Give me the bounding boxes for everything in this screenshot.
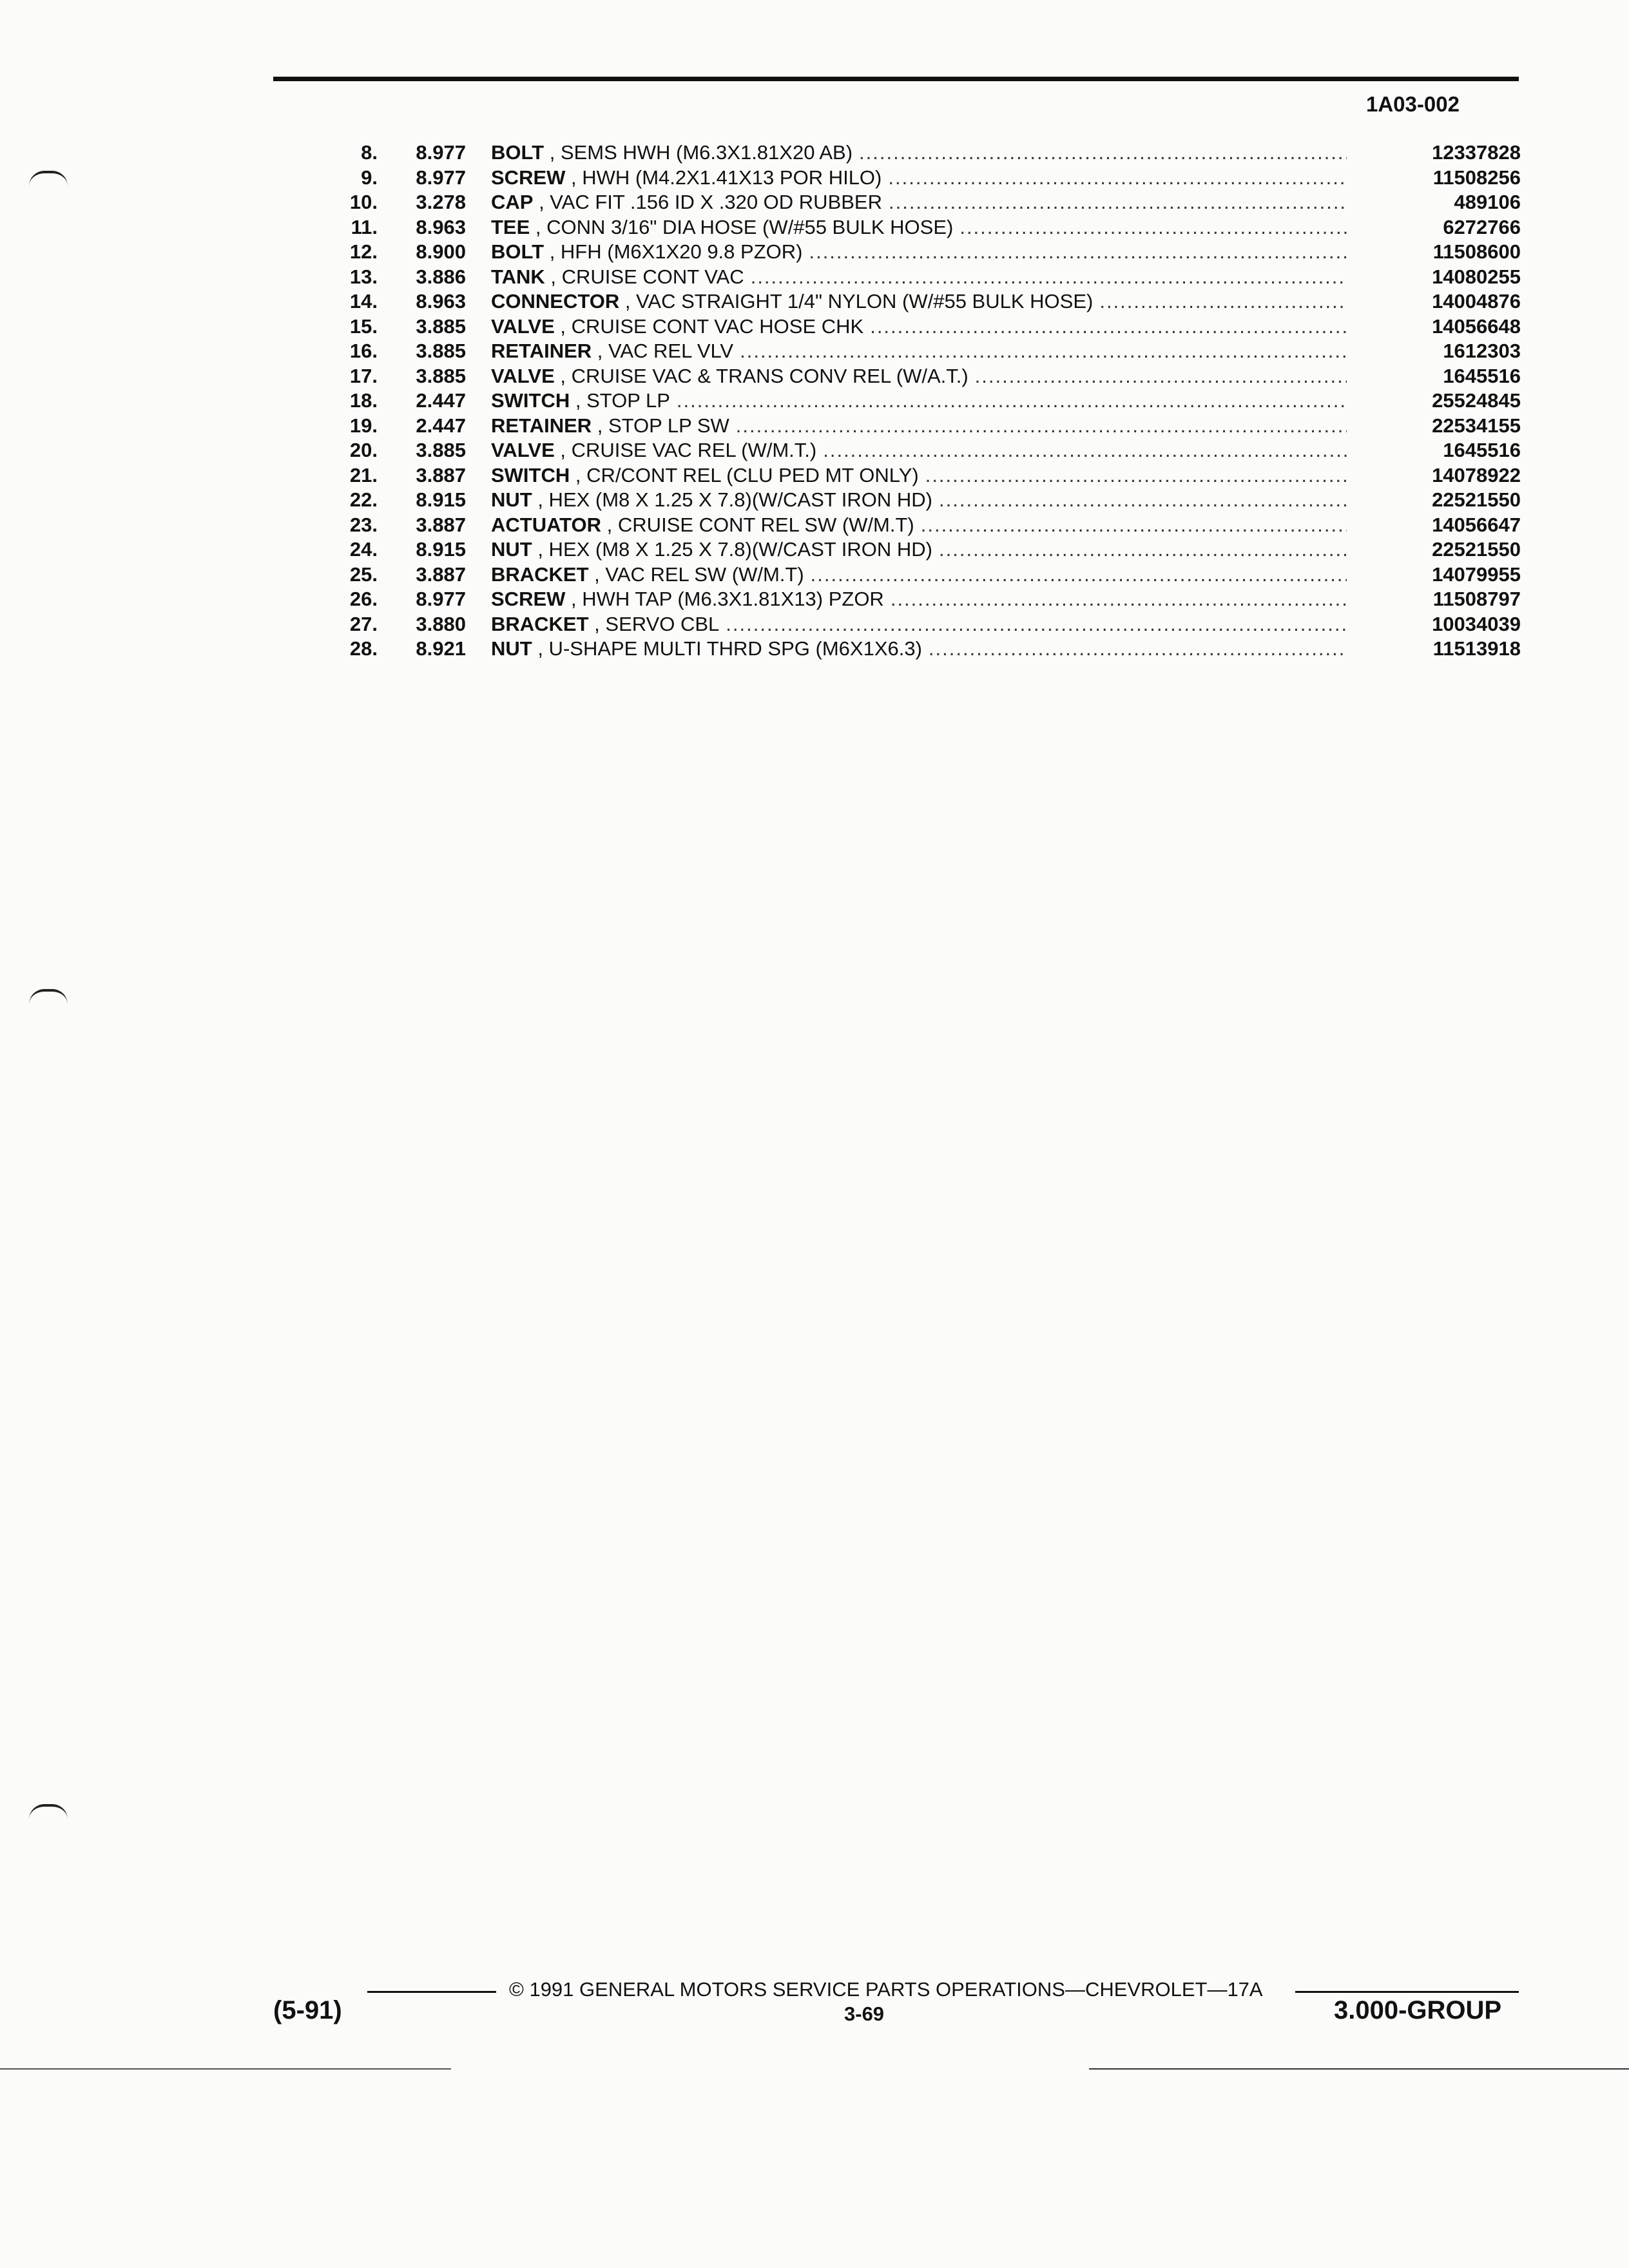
part-detail: , CR/CONT REL (CLU PED MT ONLY) bbox=[570, 463, 919, 486]
dot-leader bbox=[922, 637, 1347, 662]
part-number: 14056647 bbox=[1432, 513, 1521, 536]
dot-leader bbox=[719, 612, 1347, 637]
part-detail: , HFH (M6X1X20 9.8 PZOR) bbox=[544, 240, 803, 263]
part-description bbox=[491, 265, 1347, 290]
group-number: 8.915 bbox=[416, 488, 466, 511]
part-number: 22534155 bbox=[1432, 414, 1521, 437]
part-number: 1645516 bbox=[1443, 364, 1521, 387]
footer-rule-left bbox=[367, 1991, 496, 1993]
group-number: 2.447 bbox=[416, 389, 466, 412]
part-name: SWITCH bbox=[491, 463, 570, 486]
part-name: SWITCH bbox=[491, 389, 570, 412]
binder-hole-mark bbox=[29, 989, 68, 1004]
group-number: 8.900 bbox=[416, 240, 466, 263]
item-number: 10. bbox=[349, 191, 378, 213]
part-name: VALVE bbox=[491, 439, 555, 461]
table-row bbox=[290, 414, 1521, 439]
dot-leader bbox=[969, 364, 1347, 389]
table-row bbox=[290, 537, 1521, 562]
group-number: 3.887 bbox=[416, 562, 466, 586]
item-number: 21. bbox=[349, 463, 378, 486]
group-number: 8.921 bbox=[416, 637, 466, 660]
part-detail: , CRUISE CONT REL SW (W/M.T) bbox=[601, 513, 914, 536]
item-number: 13. bbox=[349, 265, 378, 288]
part-description bbox=[491, 637, 1347, 662]
part-detail: , HWH TAP (M6.3X1.81X13) PZOR bbox=[565, 588, 884, 610]
dot-leader bbox=[733, 339, 1347, 364]
dot-leader bbox=[863, 314, 1347, 340]
dot-leader bbox=[884, 587, 1347, 612]
dot-leader bbox=[914, 513, 1347, 538]
group-number: 8.977 bbox=[416, 141, 466, 164]
item-number: 27. bbox=[349, 612, 378, 635]
table-row bbox=[290, 438, 1521, 463]
part-name: RETAINER bbox=[491, 414, 592, 437]
part-name: ACTUATOR bbox=[491, 513, 602, 536]
item-number: 23. bbox=[349, 513, 378, 536]
item-number: 8. bbox=[361, 141, 378, 164]
part-number: 11508797 bbox=[1432, 588, 1521, 610]
part-name: VALVE bbox=[491, 314, 555, 338]
group-number: 3.885 bbox=[416, 314, 466, 338]
dot-leader bbox=[802, 240, 1347, 265]
dot-leader bbox=[853, 140, 1347, 166]
part-number: 14079955 bbox=[1432, 562, 1521, 586]
part-name: NUT bbox=[491, 637, 532, 660]
table-row bbox=[290, 215, 1521, 240]
group-number: 3.885 bbox=[416, 340, 466, 362]
part-number: 22521550 bbox=[1432, 488, 1521, 511]
binder-hole-mark bbox=[29, 171, 68, 186]
dot-leader bbox=[882, 190, 1347, 215]
dot-leader bbox=[816, 438, 1347, 463]
group-number: 3.278 bbox=[416, 191, 466, 213]
part-detail: , VAC STRAIGHT 1/4" NYLON (W/#55 BULK HOSE) bbox=[619, 290, 1094, 312]
item-number: 20. bbox=[349, 439, 378, 461]
part-description bbox=[491, 463, 1347, 488]
table-row bbox=[290, 463, 1521, 488]
part-detail: , STOP LP bbox=[570, 389, 670, 412]
part-number: 12337828 bbox=[1432, 141, 1521, 164]
table-row bbox=[290, 562, 1521, 588]
part-number: 10034039 bbox=[1432, 612, 1521, 635]
part-name: SCREW bbox=[491, 166, 566, 189]
item-number: 22. bbox=[349, 488, 378, 511]
part-name: NUT bbox=[491, 488, 532, 511]
part-description bbox=[491, 562, 1347, 588]
part-name: RETAINER bbox=[491, 340, 592, 362]
table-row bbox=[290, 314, 1521, 340]
table-row bbox=[290, 265, 1521, 290]
item-number: 15. bbox=[349, 314, 378, 338]
group-number: 3.885 bbox=[416, 439, 466, 461]
group-number: 8.977 bbox=[416, 588, 466, 610]
table-row bbox=[290, 364, 1521, 389]
dot-leader bbox=[932, 488, 1347, 513]
part-detail: , SERVO CBL bbox=[588, 612, 720, 635]
item-number: 25. bbox=[349, 562, 378, 586]
part-detail: , VAC REL SW (W/M.T) bbox=[588, 562, 804, 586]
table-row bbox=[290, 140, 1521, 166]
part-description bbox=[491, 488, 1347, 513]
part-detail: , CONN 3/16" DIA HOSE (W/#55 BULK HOSE) bbox=[530, 215, 954, 238]
item-number: 24. bbox=[349, 538, 378, 561]
table-row bbox=[290, 339, 1521, 364]
group-number: 3.887 bbox=[416, 513, 466, 536]
item-number: 16. bbox=[349, 340, 378, 362]
dot-leader bbox=[744, 265, 1347, 290]
footer-copyright: © 1991 GENERAL MOTORS SERVICE PARTS OPERATIONS—CHEVROLET—17A bbox=[509, 1978, 1263, 2001]
group-number: 3.880 bbox=[416, 612, 466, 635]
group-number: 8.915 bbox=[416, 538, 466, 561]
part-description bbox=[491, 215, 1347, 240]
part-description bbox=[491, 389, 1347, 414]
dot-leader bbox=[1093, 289, 1347, 314]
part-name: TANK bbox=[491, 265, 545, 288]
table-row bbox=[290, 513, 1521, 538]
part-name: VALVE bbox=[491, 364, 555, 387]
part-number: 6272766 bbox=[1443, 215, 1521, 238]
part-detail: , CRUISE VAC REL (W/M.T.) bbox=[554, 439, 817, 461]
table-row bbox=[290, 637, 1521, 662]
part-detail: , U-SHAPE MULTI THRD SPG (M6X1X6.3) bbox=[532, 637, 922, 660]
part-description bbox=[491, 364, 1347, 389]
part-description bbox=[491, 438, 1347, 463]
dot-leader bbox=[804, 562, 1347, 588]
part-name: CONNECTOR bbox=[491, 290, 620, 312]
part-description bbox=[491, 240, 1347, 265]
part-number: 14056648 bbox=[1432, 314, 1521, 338]
part-detail: , SEMS HWH (M6.3X1.81X20 AB) bbox=[544, 141, 853, 164]
part-description bbox=[491, 414, 1347, 439]
part-number: 489106 bbox=[1454, 191, 1521, 213]
part-description bbox=[491, 587, 1347, 612]
part-detail: , VAC REL VLV bbox=[592, 340, 734, 362]
table-row bbox=[290, 612, 1521, 637]
table-row bbox=[290, 389, 1521, 414]
part-detail: , VAC FIT .156 ID X .320 OD RUBBER bbox=[533, 191, 882, 213]
item-number: 19. bbox=[349, 414, 378, 437]
part-name: BRACKET bbox=[491, 562, 589, 586]
dot-leader bbox=[953, 215, 1347, 240]
part-name: CAP bbox=[491, 191, 534, 213]
dot-leader bbox=[882, 166, 1347, 191]
part-number: 1612303 bbox=[1443, 340, 1521, 362]
part-description bbox=[491, 140, 1347, 166]
part-name: BOLT bbox=[491, 240, 545, 263]
part-number: 11508600 bbox=[1432, 240, 1521, 263]
dot-leader bbox=[932, 537, 1347, 562]
document-code: 1A03-002 bbox=[1366, 92, 1460, 116]
part-number: 14080255 bbox=[1432, 265, 1521, 288]
part-name: TEE bbox=[491, 215, 530, 238]
part-detail: , STOP LP SW bbox=[592, 414, 729, 437]
part-description bbox=[491, 339, 1347, 364]
part-description bbox=[491, 190, 1347, 215]
item-number: 17. bbox=[349, 364, 378, 387]
item-number: 28. bbox=[349, 637, 378, 660]
table-row bbox=[290, 240, 1521, 265]
group-number: 8.963 bbox=[416, 290, 466, 312]
part-number: 14004876 bbox=[1432, 290, 1521, 312]
item-number: 9. bbox=[361, 166, 378, 189]
footer-page-number: 3-69 bbox=[844, 2003, 885, 2025]
part-number: 11508256 bbox=[1432, 166, 1521, 189]
part-detail: , CRUISE CONT VAC HOSE CHK bbox=[554, 314, 864, 338]
bottom-edge-line bbox=[0, 2068, 451, 2070]
part-description bbox=[491, 612, 1347, 637]
table-row bbox=[290, 190, 1521, 215]
part-description bbox=[491, 166, 1347, 191]
binder-hole-mark bbox=[29, 1804, 68, 1820]
part-number: 14078922 bbox=[1432, 463, 1521, 486]
item-number: 11. bbox=[351, 215, 378, 238]
part-number: 22521550 bbox=[1432, 538, 1521, 561]
part-detail: , HEX (M8 X 1.25 X 7.8)(W/CAST IRON HD) bbox=[532, 538, 932, 561]
part-description bbox=[491, 537, 1347, 562]
part-name: SCREW bbox=[491, 588, 566, 610]
footer-group: 3.000-GROUP bbox=[1334, 1996, 1502, 2024]
footer-date-code: (5-91) bbox=[273, 1996, 342, 2024]
table-row bbox=[290, 587, 1521, 612]
table-row bbox=[290, 289, 1521, 314]
group-number: 8.977 bbox=[416, 166, 466, 189]
part-detail: , HWH (M4.2X1.41X13 POR HILO) bbox=[565, 166, 882, 189]
group-number: 2.447 bbox=[416, 414, 466, 437]
item-number: 12. bbox=[349, 240, 378, 263]
part-detail: , CRUISE VAC & TRANS CONV REL (W/A.T.) bbox=[554, 364, 969, 387]
part-detail: , CRUISE CONT VAC bbox=[545, 265, 744, 288]
table-row bbox=[290, 488, 1521, 513]
part-number: 1645516 bbox=[1443, 439, 1521, 461]
dot-leader bbox=[729, 414, 1347, 439]
group-number: 3.886 bbox=[416, 265, 466, 288]
group-number: 3.885 bbox=[416, 364, 466, 387]
dot-leader bbox=[919, 463, 1347, 488]
part-description bbox=[491, 513, 1347, 538]
table-row bbox=[290, 166, 1521, 191]
part-number: 25524845 bbox=[1432, 389, 1521, 412]
item-number: 18. bbox=[349, 389, 378, 412]
dot-leader bbox=[670, 389, 1347, 414]
part-detail: , HEX (M8 X 1.25 X 7.8)(W/CAST IRON HD) bbox=[532, 488, 932, 511]
item-number: 14. bbox=[349, 290, 378, 312]
parts-list bbox=[290, 140, 1521, 662]
header-rule bbox=[273, 77, 1519, 81]
part-description bbox=[491, 314, 1347, 340]
item-number: 26. bbox=[349, 588, 378, 610]
part-name: BRACKET bbox=[491, 612, 589, 635]
bottom-edge-line bbox=[1089, 2068, 1629, 2070]
group-number: 3.887 bbox=[416, 463, 466, 486]
part-name: NUT bbox=[491, 538, 532, 561]
footer-rule-right bbox=[1295, 1991, 1519, 1993]
part-description bbox=[491, 289, 1347, 314]
part-name: BOLT bbox=[491, 141, 545, 164]
group-number: 8.963 bbox=[416, 215, 466, 238]
part-number: 11513918 bbox=[1432, 637, 1521, 660]
